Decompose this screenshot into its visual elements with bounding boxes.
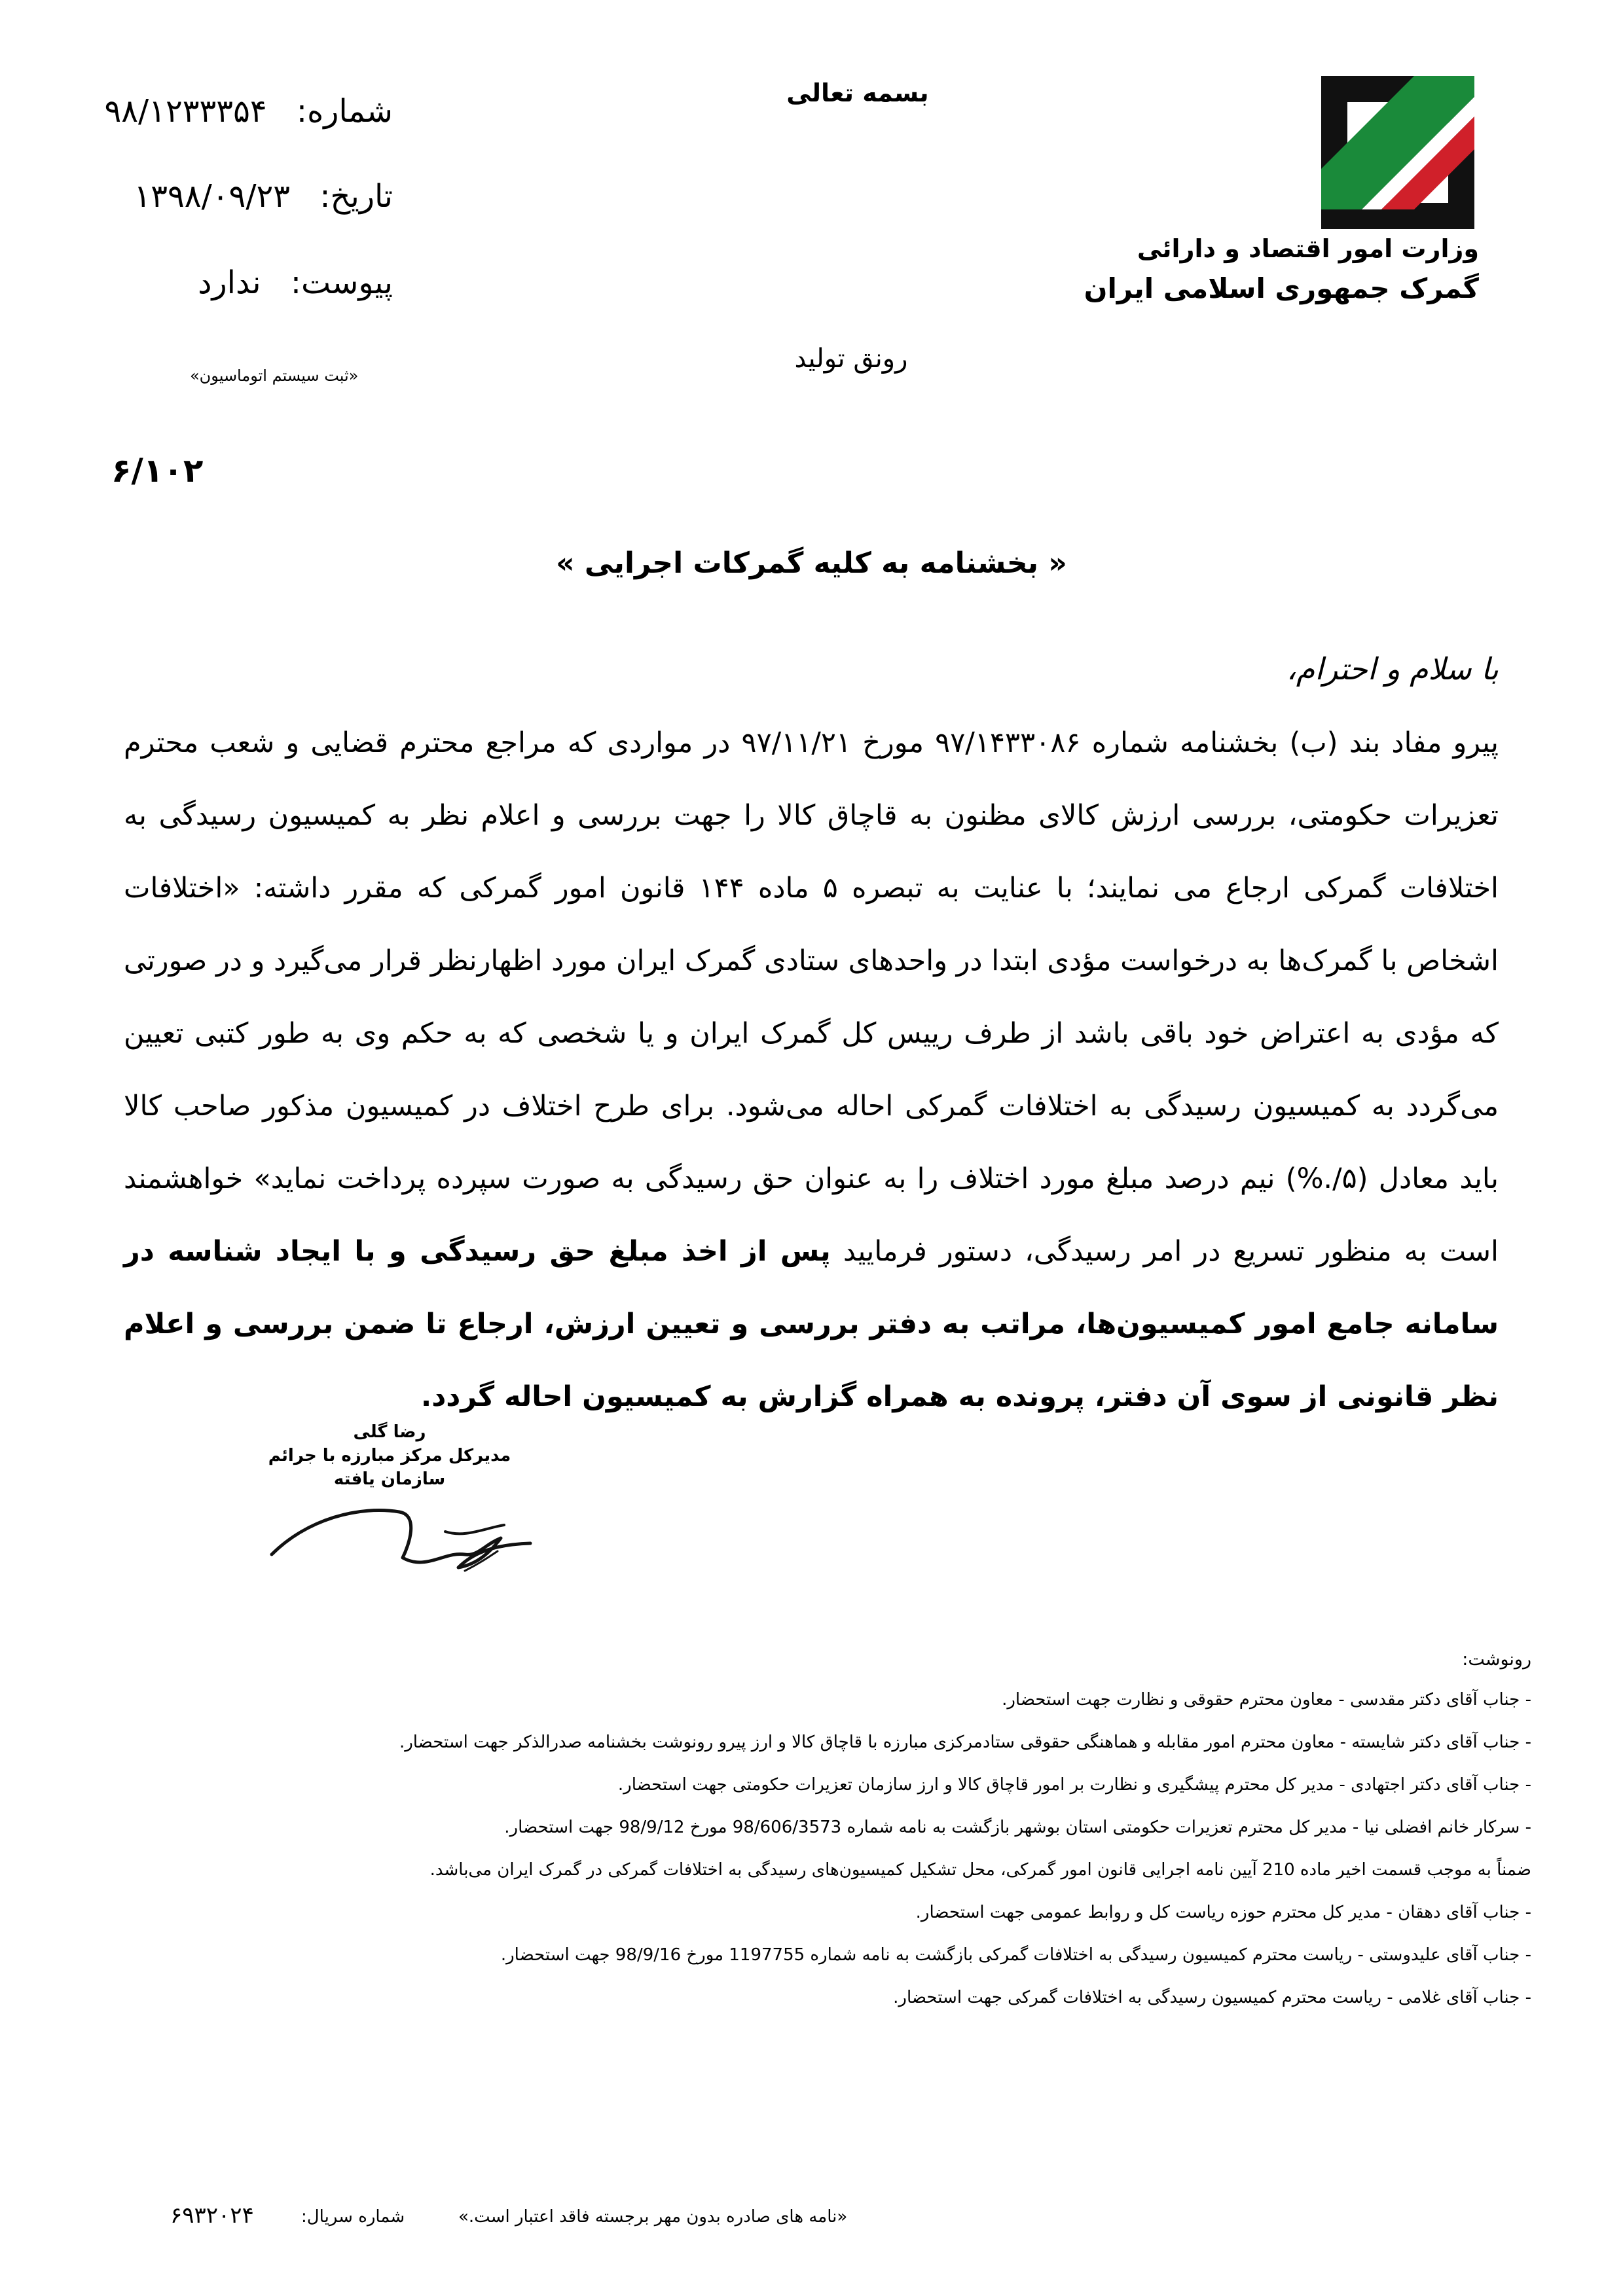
ministry-block	[1084, 229, 1479, 309]
cc-item: ضمناً به موجب قسمت اخیر ماده 210 آیین نامه اجرایی قانون امور گمرکی، محل تشکیل کمیسیون‌های رسیدگی به اختلافات گمرکی در گمرک ایران می‌باشد.	[429, 1860, 1531, 1880]
serial-label: شماره سریال:	[301, 2207, 405, 2227]
cc-item: - جناب آقای دکتر مقدسی - معاون محترم حقوقی و نظارت جهت استحضار.	[1002, 1690, 1531, 1710]
cc-item: - جناب آقای غلامی - ریاست محترم کمیسیون رسیدگی به اختلافات گمرکی جهت استحضار.	[893, 1988, 1531, 2007]
customs-logo	[1316, 71, 1480, 234]
cc-item: - سرکار خانم افضلی نیا - مدیر کل محترم تعزیرات حکومتی استان بوشهر بازگشت به نامه شماره 98/606/3573 مورخ 98/9/12 جهت استحضار.	[504, 1818, 1531, 1837]
bism-heading: بسمه تعالی	[786, 79, 929, 107]
body-paragraph	[124, 707, 1499, 1433]
body-text: پیرو مفاد بند (ب) بخشنامه شماره ۹۷/۱۴۳۳۰۸۶ مورخ ۹۷/۱۱/۲۱ در مواردی که مراجع محترم قضایی و شعب محترم تعزیرات حکومتی، بررسی ارزش کالای مظنون به قاچاق کالا را جهت بررسی و اعلام نظر به کمیسیون رسیدگی به اختلافات گمرکی ارجاع می نمایند؛ با عنایت به تبصره ۵ ماده ۱۴۴ قانون امور گمرکی که مقرر داشته: «اختلافات اشخاص با گمرک‌ها به درخواست مؤدی ابتدا در واحدهای ستادی گمرک ایران مورد اظهارنظر قرار می‌گیرد و در صورتی که مؤدی به اعتراض خود باقی باشد از طرف رییس کل گمرک ایران و یا شخصی که به حکم وی به طور کتبی تعیین می‌گردد به کمیسیون رسیدگی به اختلافات گمرکی احاله می‌شود. برای طرح اختلاف در کمیسیون مذکور صاحب کالا باید معادل (۵/.%) نیم درصد مبلغ مورد اختلاف را به عنوان حق رسیدگی به صورت سپرده پرداخت نماید» خواهشمند است به منظور تسریع در امر رسیدگی، دستور فرمایید	[124, 726, 1499, 1268]
signature-image	[268, 1492, 543, 1577]
cc-item: - جناب آقای دکتر اجتهادی - مدیر کل محترم پیشگیری و نظارت بر امور قاچاق کالا و ارز سازمان تعزیرات حکومتی جهت استحضار.	[617, 1775, 1531, 1795]
attachment-label: پیوست:	[290, 264, 393, 301]
signer-block	[249, 1420, 530, 1491]
letter-date	[98, 177, 393, 216]
letter-number	[98, 92, 393, 131]
number-value: ۹۸/۱۲۳۳۳۵۴	[104, 93, 267, 130]
date-value: ۱۳۹۸/۰۹/۲۳	[134, 178, 291, 215]
serial-number: ۶۹۳۲۰۲۴	[170, 2202, 254, 2229]
slogan: رونق تولید	[794, 344, 908, 374]
ministry-name: وزارت امور اقتصاد و دارائی	[1137, 234, 1479, 263]
letter-attachment	[98, 263, 393, 302]
system-registration-note: «ثبت سیستم اتوماسیون»	[190, 367, 359, 385]
signer-position: مدیرکل مرکز مبارزه با جرائم سازمان یافته	[268, 1446, 511, 1489]
cc-item: - جناب آقای دهقان - مدیر کل محترم حوزه ریاست کل و روابط عمومی جهت استحضار.	[915, 1903, 1531, 1922]
number-label: شماره:	[296, 93, 393, 130]
body-bold-text: پس از اخذ مبلغ حق رسیدگی و با ایجاد شناسه در سامانه جامع امور کمیسیون‌ها، مراتب به دفتر بررسی و تعیین ارزش، ارجاع تا ضمن بررسی و اعلام نظر قانونی از سوی آن دفتر، پرونده به همراه گزارش به کمیسیون احاله گردد.	[124, 1235, 1499, 1413]
reference-code: ۶/۱۰۲	[111, 452, 204, 490]
footer-validity-note: «نامه های صادره بدون مهر برجسته فاقد اعتبار است.»	[458, 2207, 848, 2227]
customs-name: گمرک جمهوری اسلامی ایران	[1084, 272, 1479, 304]
cc-item: - جناب آقای دکتر شایسته - معاون محترم امور مقابله و هماهنگی حقوقی ستادمرکزی مبارزه با قاچاق کالا و ارز پیرو رونوشت بخشنامه صدرالذکر جهت استحضار.	[399, 1732, 1531, 1752]
signer-name: رضا گلی	[353, 1422, 426, 1442]
attachment-value: ندارد	[198, 264, 261, 301]
date-label: تاریخ:	[319, 178, 393, 215]
greeting: با سلام و احترام،	[1286, 651, 1499, 687]
letter-body	[124, 707, 1499, 1433]
circular-title: « بخشنامه به کلیه گمرکات اجرایی »	[556, 547, 1067, 580]
cc-list	[91, 1679, 1531, 2019]
cc-title: رونوشت:	[1462, 1649, 1531, 1670]
cc-item: - جناب آقای علیدوستی - ریاست محترم کمیسیون رسیدگی به اختلافات گمرکی بازگشت به نامه شماره 1197755 مورخ 98/9/16 جهت استحضار.	[500, 1945, 1531, 1965]
